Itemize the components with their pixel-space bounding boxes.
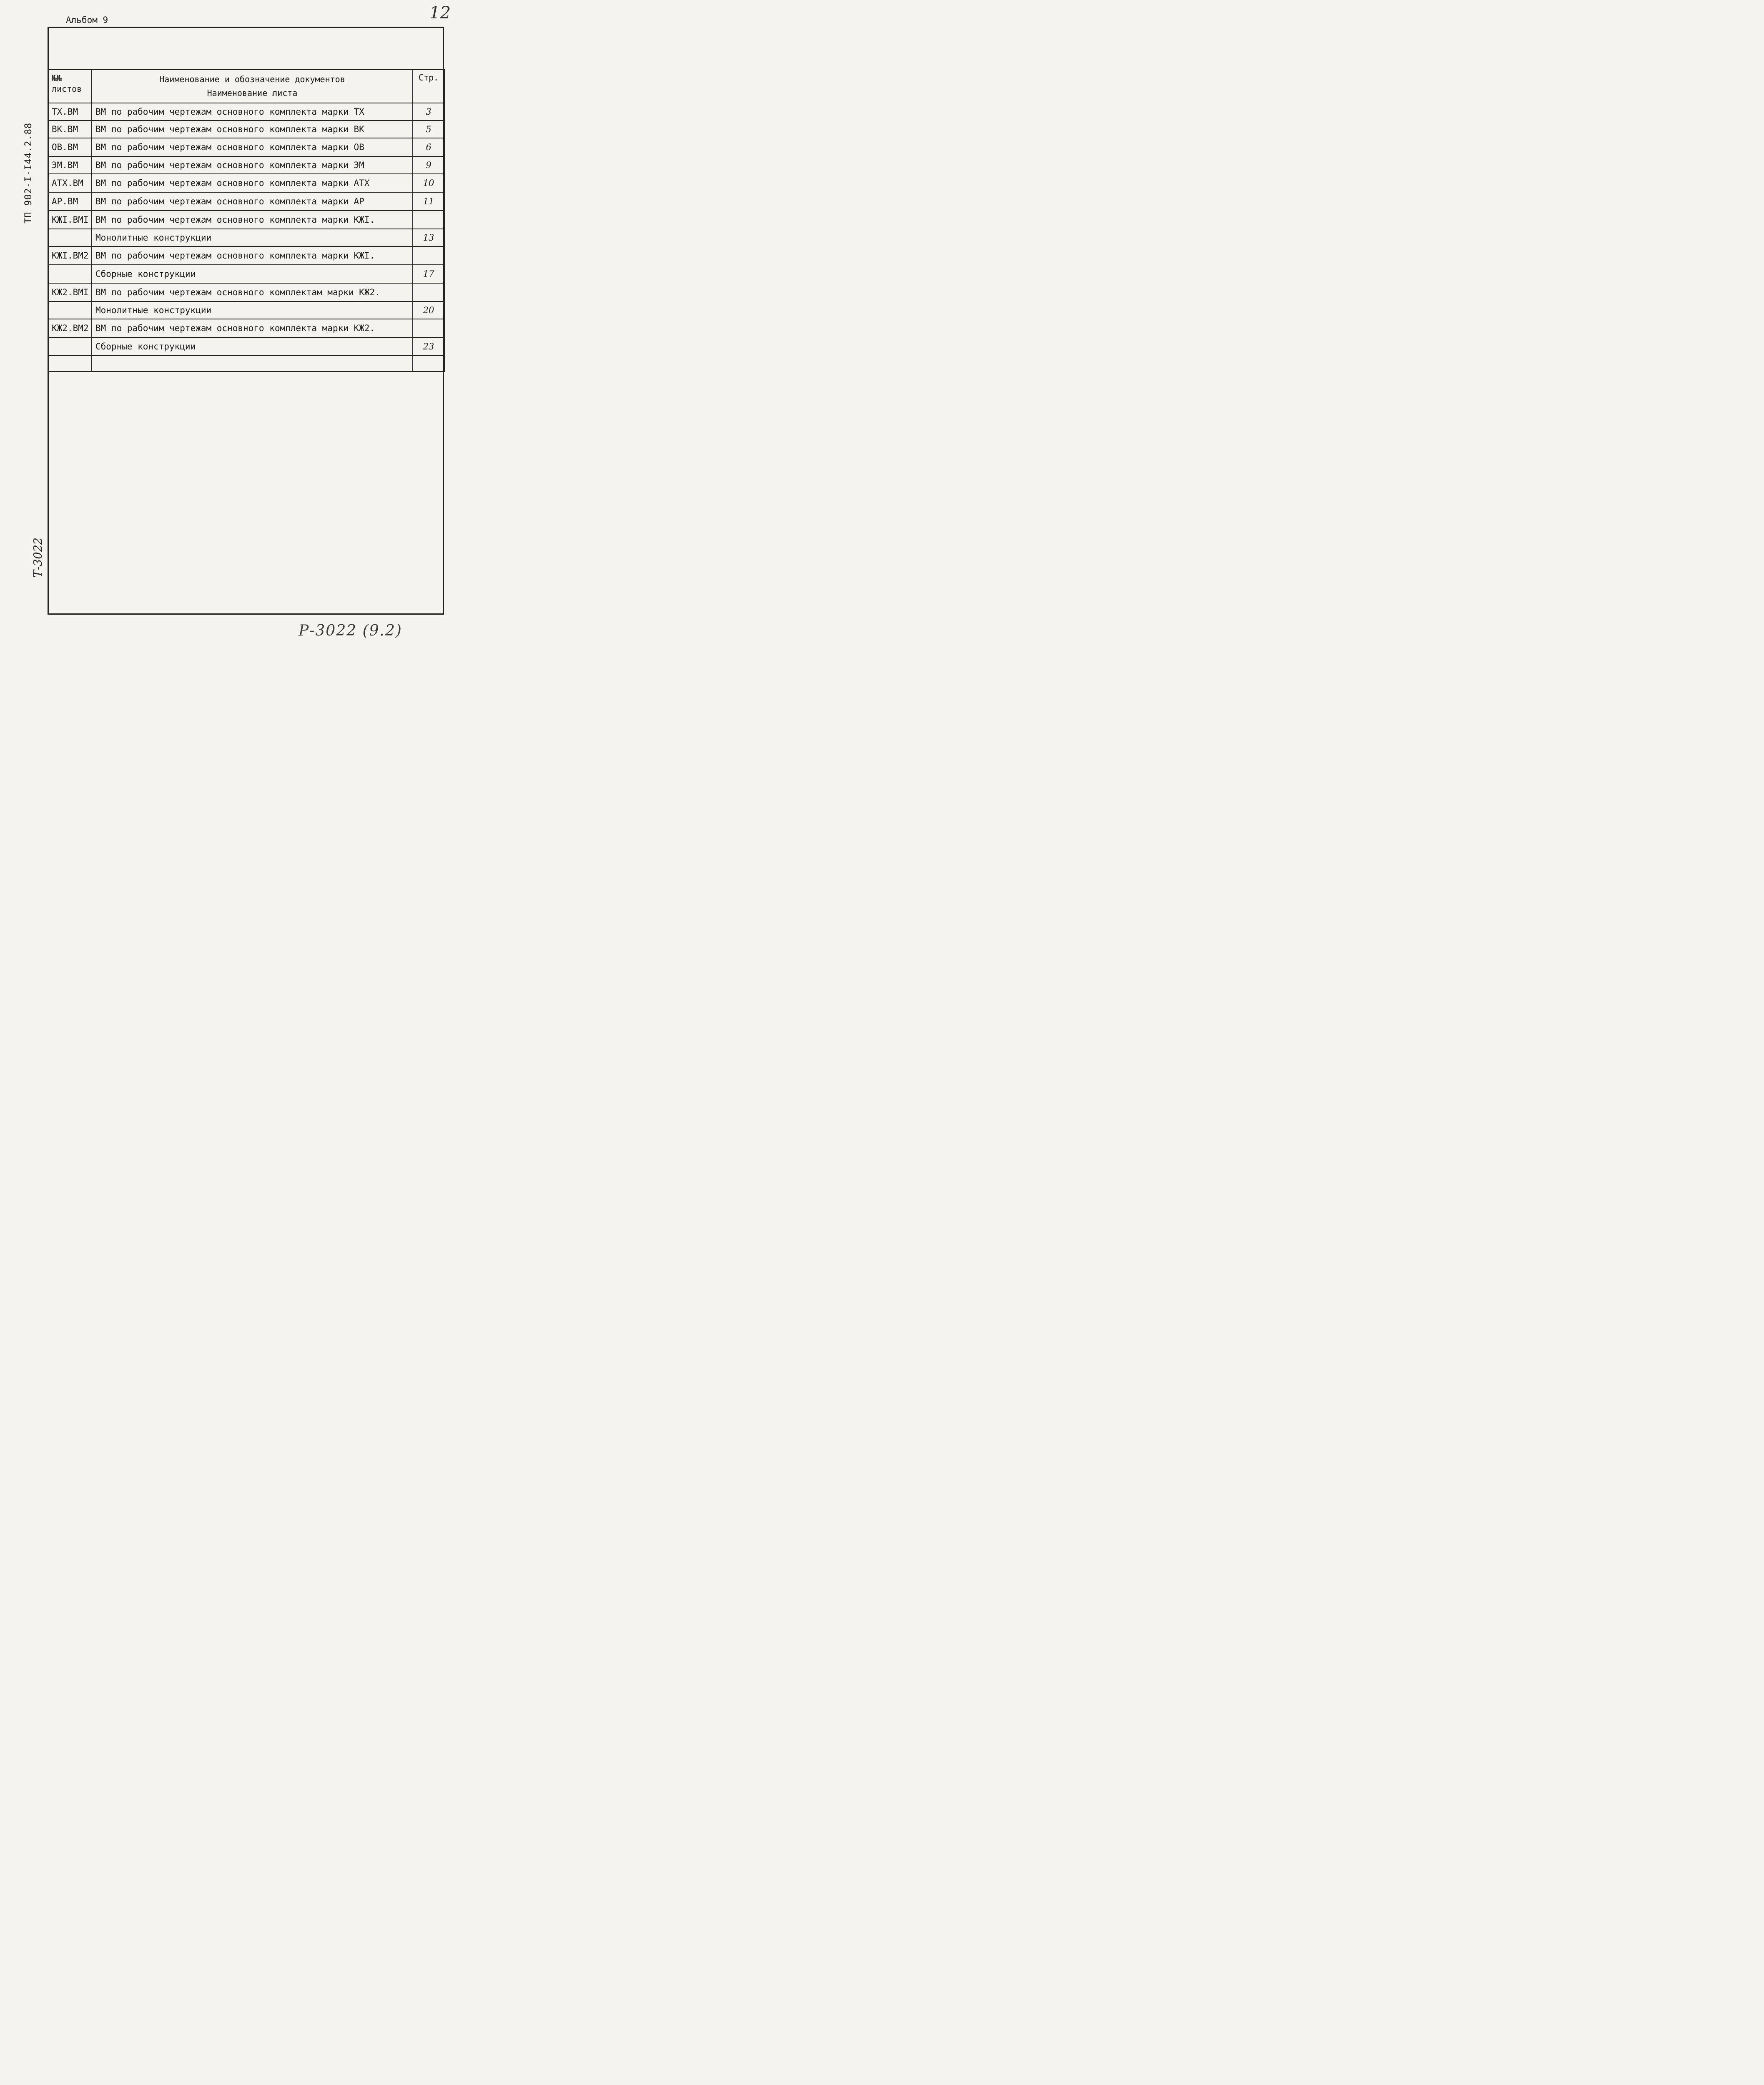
- sheet-code: АР.ВМ: [48, 192, 92, 211]
- sheet-code: [48, 265, 92, 283]
- sheet-code: ОВ.ВМ: [48, 138, 92, 156]
- sheet-title: ВМ по рабочим чертежам основного комплекта марки КЖI.: [92, 211, 413, 229]
- header-sheets: [48, 70, 92, 103]
- album-label: Альбом 9: [66, 15, 108, 25]
- page-number: 6: [413, 138, 444, 156]
- sheet-code: КЖ2.ВМ2: [48, 319, 92, 337]
- table-row: [48, 301, 444, 319]
- sheet-code: [48, 337, 92, 356]
- table-row: [48, 229, 444, 246]
- sheet-title: ВМ по рабочим чертежам основного комплекта марки ЭМ: [92, 156, 413, 174]
- sheet-code: ВК.ВМ: [48, 121, 92, 138]
- sheet-title: ВМ по рабочим чертежам основного комплекта марки ОВ: [92, 138, 413, 156]
- page-number: [413, 283, 444, 301]
- sheet-title: ВМ по рабочим чертежам основного комплекта марки АТХ: [92, 174, 413, 192]
- table-row: [48, 337, 444, 356]
- sheet-title: Монолитные конструкции: [92, 229, 413, 246]
- table-row: [48, 138, 444, 156]
- table-row: [48, 156, 444, 174]
- page-number: [413, 319, 444, 337]
- page-number: 20: [413, 301, 444, 319]
- page-number: [413, 246, 444, 265]
- table-row: [48, 174, 444, 192]
- sheet-code: КЖI.ВМ2: [48, 246, 92, 265]
- document-index-table: [48, 69, 445, 372]
- table-row: [48, 283, 444, 301]
- table-row-empty: [48, 356, 444, 372]
- empty-cell: [48, 356, 92, 372]
- sheet-title: Монолитные конструкции: [92, 301, 413, 319]
- page-number: 13: [413, 229, 444, 246]
- sheet-code: ЭМ.ВМ: [48, 156, 92, 174]
- sheet-title: ВМ по рабочим чертежам основного комплекта марки ТХ: [92, 103, 413, 121]
- page-number: 10: [413, 174, 444, 192]
- sheet-code: АТХ.ВМ: [48, 174, 92, 192]
- sheet-title: ВМ по рабочим чертежам основного комплекта марки АР: [92, 192, 413, 211]
- sheet-title: ВМ по рабочим чертежам основного комплектам марки КЖ2.: [92, 283, 413, 301]
- table-row: [48, 121, 444, 138]
- side-document-code: ТП 902-I-I44.2.88: [23, 122, 34, 224]
- page-number: 5: [413, 121, 444, 138]
- header-page: Стр.: [413, 70, 444, 103]
- page-number: 9: [413, 156, 444, 174]
- page-number: [413, 211, 444, 229]
- table-row: [48, 246, 444, 265]
- sheet-code: [48, 229, 92, 246]
- sheet-code: [48, 301, 92, 319]
- header-sheets-line1: №№: [52, 73, 62, 83]
- header-name-line1: Наименование и обозначение документов: [159, 74, 345, 84]
- table-row: [48, 211, 444, 229]
- page-number: 11: [413, 192, 444, 211]
- sheet-title: Сборные конструкции: [92, 337, 413, 356]
- header-sheets-line2: листов: [52, 84, 82, 94]
- sheet-code: ТХ.ВМ: [48, 103, 92, 121]
- sheet-title: ВМ по рабочим чертежам основного комплекта марки ВК: [92, 121, 413, 138]
- table-row: [48, 192, 444, 211]
- sheet-corner-number: 12: [429, 3, 451, 23]
- sheet-title: Сборные конструкции: [92, 265, 413, 283]
- side-handwritten-note: Т-3022: [32, 538, 45, 578]
- table-row: [48, 103, 444, 121]
- empty-cell: [92, 356, 413, 372]
- page-number: 17: [413, 265, 444, 283]
- sheet-title: ВМ по рабочим чертежам основного комплекта марки КЖI.: [92, 246, 413, 265]
- header-name: [92, 70, 413, 103]
- empty-cell: [413, 356, 444, 372]
- table-row: [48, 319, 444, 337]
- table-row: [48, 265, 444, 283]
- bottom-handwritten-note: Р-3022 (9.2): [299, 622, 402, 639]
- sheet-code: КЖ2.ВМI: [48, 283, 92, 301]
- sheet-title: ВМ по рабочим чертежам основного комплекта марки КЖ2.: [92, 319, 413, 337]
- page-number: 23: [413, 337, 444, 356]
- header-name-line2: Наименование листа: [207, 88, 298, 98]
- sheet-code: КЖI.ВМI: [48, 211, 92, 229]
- page-number: 3: [413, 103, 444, 121]
- table-header-row: [48, 70, 444, 103]
